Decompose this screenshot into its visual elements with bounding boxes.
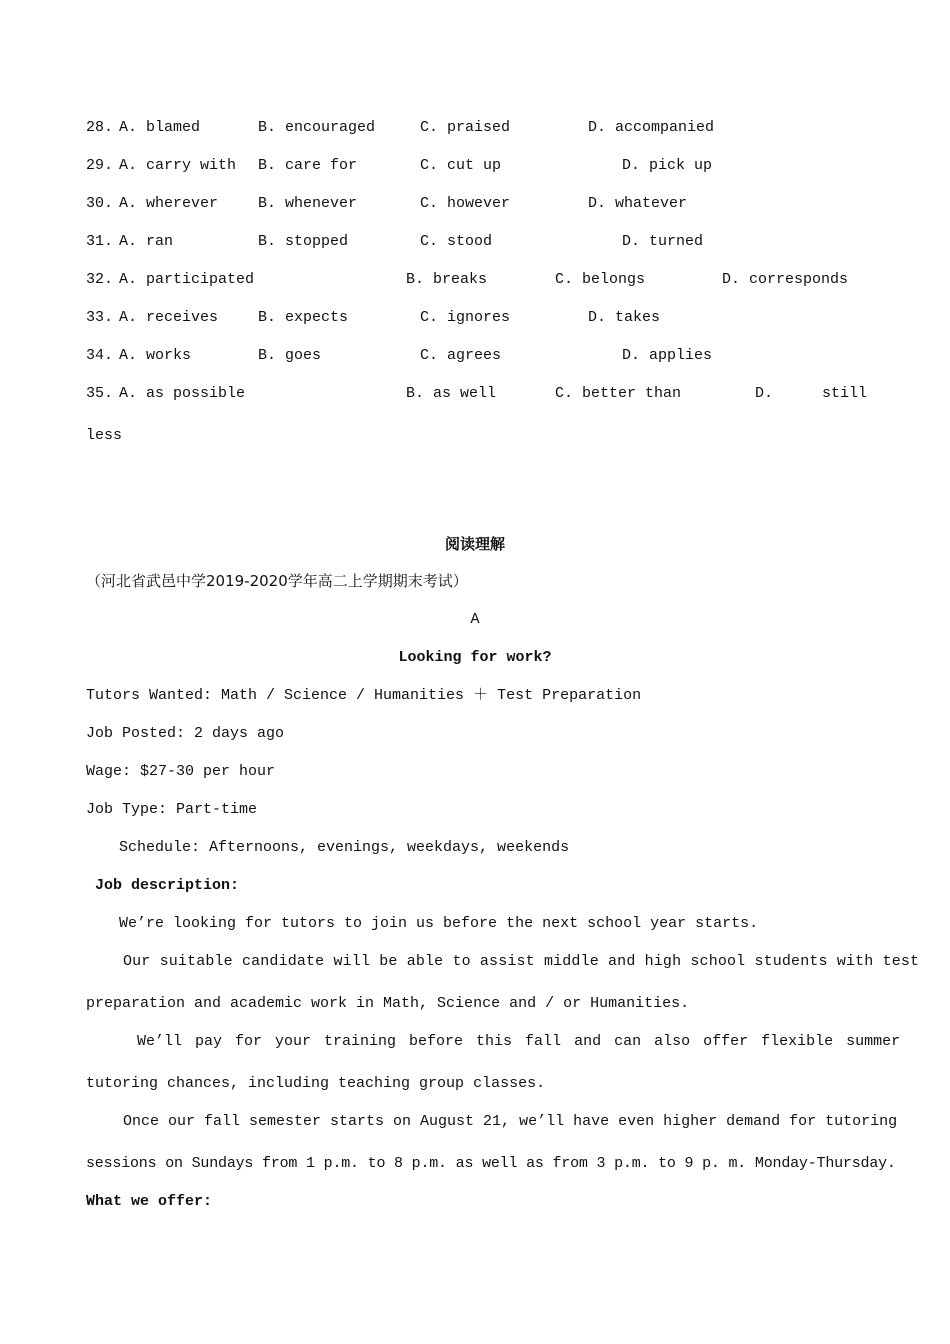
option-b: B. breaks [406,271,488,288]
option-a: A. receives [119,309,219,326]
source-note: （河北省武邑中学2019-2020学年高二上学期期末考试） [86,572,468,590]
option-d: D. corresponds [722,271,849,288]
passage-title: Looking for work? [398,649,552,666]
option-a: A. blamed [119,119,201,136]
option-a: A. wherever [119,195,219,212]
option-a: A. as possible [119,385,246,402]
paragraph-3-line-1: We’ll pay for your training before this fall and can also offer flexible summer [137,1033,901,1050]
option-a: A. works [119,347,192,364]
paragraph-2-line-1: Our suitable candidate will be able to assist middle and high school students with test [123,953,920,970]
option-c: C. cut up [420,157,502,174]
question-number: 35. [86,385,114,402]
paragraph-1: We’re looking for tutors to join us before the next school year starts. [119,915,759,932]
option-b: B. stopped [258,233,349,250]
question-number: 30. [86,195,114,212]
option-d: D. [755,385,774,402]
option-d-text: still [822,385,868,402]
option-c: C. stood [420,233,493,250]
option-d-wrap: less [86,427,123,444]
option-c: C. however [420,195,511,212]
job-description-heading: Job description: [95,877,240,894]
question-number: 32. [86,271,114,288]
schedule: Schedule: Afternoons, evenings, weekdays, weekends [119,839,570,856]
option-d: D. turned [622,233,704,250]
option-b: B. encouraged [258,119,376,136]
option-a: A. carry with [119,157,237,174]
section-heading: 阅读理解 [444,535,505,553]
option-d: D. whatever [588,195,688,212]
wage: Wage: $27-30 per hour [86,763,276,780]
tutors-wanted: Tutors Wanted: Math / Science / Humanities ＋ Test Preparation [86,687,642,704]
option-c: C. agrees [420,347,502,364]
passage-label: A [470,611,480,628]
job-type: Job Type: Part-time [86,801,258,818]
question-number: 31. [86,233,114,250]
option-a: A. participated [119,271,255,288]
option-d: D. accompanied [588,119,715,136]
question-number: 28. [86,119,114,136]
option-d: D. takes [588,309,661,326]
paragraph-2-line-2: preparation and academic work in Math, Science and / or Humanities. [86,995,690,1012]
paragraph-4-line-1: Once our fall semester starts on August 21, we’ll have even higher demand for tutoring [123,1113,898,1130]
question-number: 29. [86,157,114,174]
paragraph-4-line-2: sessions on Sundays from 1 p.m. to 8 p.m. as well as from 3 p.m. to 9 p. m. Monday-Thursday. [86,1155,896,1172]
option-b: B. as well [406,385,497,402]
option-d: D. applies [622,347,713,364]
option-b: B. whenever [258,195,358,212]
option-b: B. goes [258,347,322,364]
question-number: 33. [86,309,114,326]
question-number: 34. [86,347,114,364]
paragraph-3-line-2: tutoring chances, including teaching group classes. [86,1075,546,1092]
option-c: C. praised [420,119,511,136]
option-b: B. expects [258,309,349,326]
option-c: C. belongs [555,271,646,288]
option-b: B. care for [258,157,358,174]
job-posted: Job Posted: 2 days ago [86,725,285,742]
option-a: A. ran [119,233,174,250]
option-c: C. better than [555,385,682,402]
option-c: C. ignores [420,309,511,326]
option-d: D. pick up [622,157,713,174]
what-we-offer-heading: What we offer: [86,1193,213,1210]
